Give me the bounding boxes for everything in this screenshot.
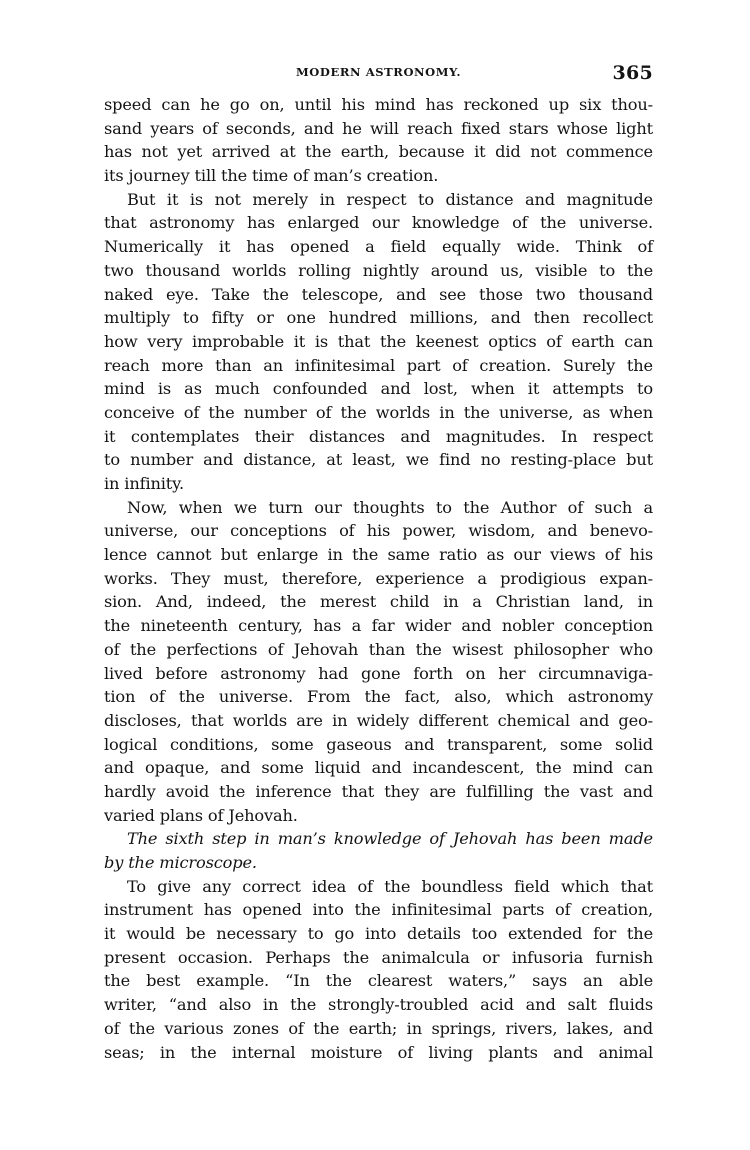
text-line: lence cannot but enlarge in the same ratio as our views of his: [104, 545, 653, 565]
text-line: hardly avoid the inference that they are fulfilling the vast and: [104, 781, 653, 801]
text-line: seas; in the internal moisture of living plants and animal: [104, 1042, 653, 1062]
text-line: Now, when we turn our thoughts to the Author of such a: [127, 497, 653, 517]
italic-paragraph: [104, 827, 653, 874]
text-line: it would be necessary to go into details too extended for the: [104, 924, 653, 944]
text-line: the best example. “In the clearest waters,” says an able: [104, 971, 653, 991]
text-line: of the various zones of the earth; in springs, rivers, lakes, and: [104, 1018, 653, 1038]
paragraph: [104, 875, 653, 1065]
text-line: it contemplates their distances and magnitudes. In respect: [104, 426, 653, 446]
text-line: present occasion. Perhaps the animalcula or infusoria furnish: [104, 947, 653, 967]
running-head: [104, 62, 653, 86]
text-line: lived before astronomy had gone forth on her circumnaviga-: [104, 663, 653, 683]
text-line: universe, our conceptions of his power, wisdom, and benevo-: [104, 521, 653, 541]
text-line: tion of the universe. From the fact, also, which astronomy: [104, 687, 653, 707]
paragraph: [104, 496, 653, 828]
text-line: reach more than an infinitesimal part of creation. Surely the: [104, 355, 653, 375]
text-line: has not yet arrived at the earth, because it did not commence: [104, 142, 653, 162]
text-line: naked eye. Take the telescope, and see those two thousand: [104, 284, 653, 304]
text-line: The sixth step in man’s knowledge of Jehovah has been made: [127, 829, 653, 849]
text-line: varied plans of Jehovah.: [104, 805, 298, 825]
text-line: two thousand worlds rolling nightly around us, visible to the: [104, 260, 653, 280]
text-line: mind is as much confounded and lost, when it attempts to: [104, 379, 653, 399]
text-line: by the microscope.: [104, 853, 257, 872]
text-line: in infinity.: [104, 474, 184, 493]
body-text: [104, 93, 653, 1064]
text-line: works. They must, therefore, experience a prodigious expan-: [104, 568, 653, 588]
text-line: speed can he go on, until his mind has reckoned up six thou-: [104, 95, 653, 114]
text-line: To give any correct idea of the boundless field which that: [127, 876, 653, 896]
text-line: instrument has opened into the infinitesimal parts of creation,: [104, 900, 653, 920]
text-line: logical conditions, some gaseous and transparent, some solid: [104, 734, 653, 754]
text-line: But it is not merely in respect to distance and magnitude: [127, 189, 653, 209]
text-line: how very improbable it is that the keenest optics of earth can: [104, 331, 653, 351]
text-line: and opaque, and some liquid and incandescent, the mind can: [104, 758, 653, 778]
text-line: conceive of the number of the worlds in the universe, as when: [104, 402, 653, 422]
text-line: to number and distance, at least, we find no resting-place but: [104, 450, 653, 470]
text-line: of the perfections of Jehovah than the wisest philosopher who: [104, 639, 653, 659]
paragraph: [104, 188, 653, 496]
text-line: discloses, that worlds are in widely different chemical and geo-: [104, 710, 653, 730]
text-line: writer, “and also in the strongly-troubled acid and salt fluids: [104, 995, 653, 1015]
text-line: its journey till the time of man’s creation.: [104, 166, 439, 186]
text-line: sand years of seconds, and he will reach fixed stars whose light: [104, 118, 653, 138]
text-line: multiply to fifty or one hundred millions, and then recollect: [104, 308, 653, 328]
text-line: Numerically it has opened a field equally wide. Think of: [104, 237, 653, 257]
text-line: sion. And, indeed, the merest child in a Christian land, in: [104, 592, 653, 612]
running-title: MODERN ASTRONOMY.: [295, 65, 462, 79]
page-number: 365: [612, 62, 653, 84]
text-line: that astronomy has enlarged our knowledge of the universe.: [104, 213, 653, 233]
paragraph: [104, 93, 653, 188]
text-line: the nineteenth century, has a far wider and nobler conception: [104, 616, 653, 636]
